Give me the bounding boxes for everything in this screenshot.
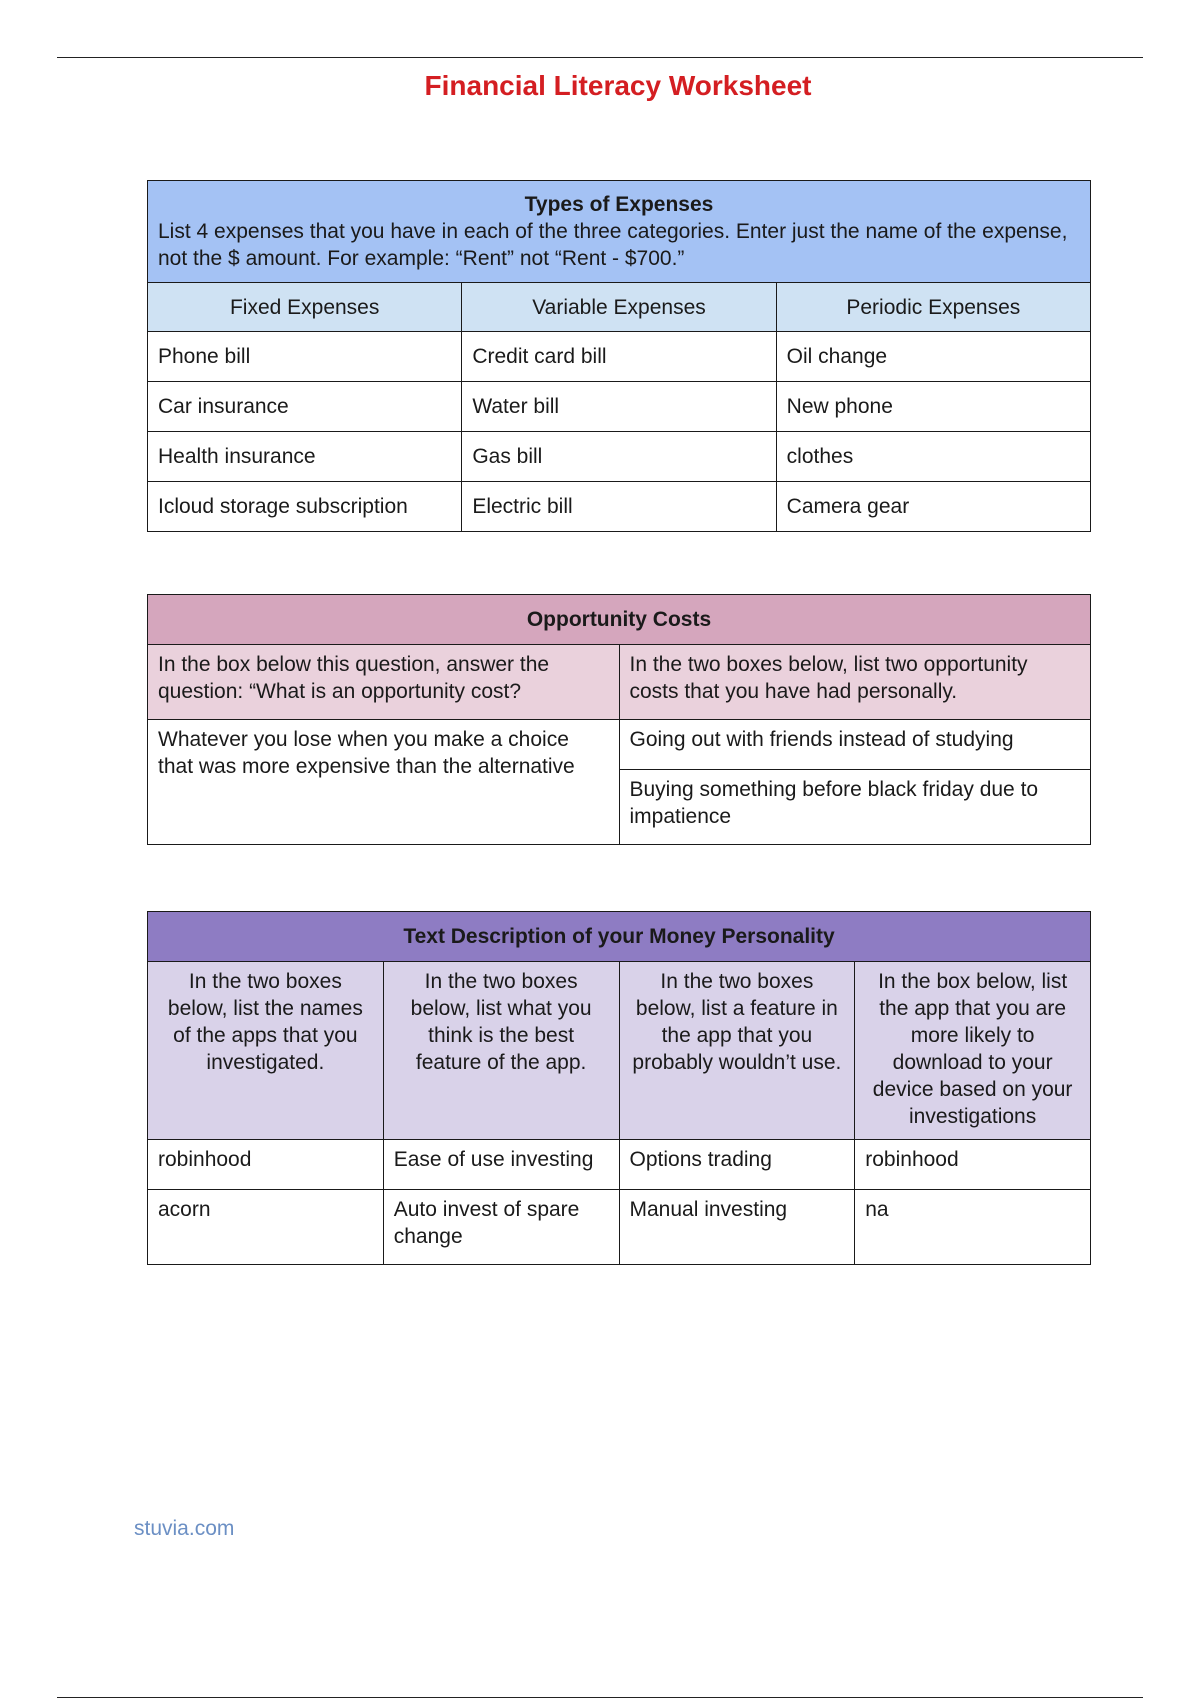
expense-cell: clothes	[776, 432, 1090, 482]
personality-cell: robinhood	[855, 1140, 1091, 1190]
expense-cell: Health insurance	[148, 432, 462, 482]
column-header-fixed: Fixed Expenses	[148, 283, 462, 332]
personality-cell: robinhood	[148, 1140, 384, 1190]
expense-cell: Camera gear	[776, 482, 1090, 532]
table-row	[148, 482, 1091, 532]
opportunity-heading: Opportunity Costs	[148, 595, 1091, 645]
opportunity-question-left: In the box below this question, answer the question: “What is an opportunity cost?	[148, 645, 620, 720]
watermark: stuvia.com	[134, 1517, 235, 1540]
expense-cell: Phone bill	[148, 332, 462, 382]
opportunity-answer-right: Buying something before black friday due to impatience	[619, 770, 1091, 845]
personality-prompt: In the box below, list the app that you are more likely to download to your device based on your investigations	[855, 962, 1091, 1140]
personality-heading: Text Description of your Money Personality	[148, 912, 1091, 962]
expense-cell: Car insurance	[148, 382, 462, 432]
table-row	[148, 432, 1091, 482]
expense-cell: Water bill	[462, 382, 776, 432]
opportunity-costs-table	[147, 594, 1091, 845]
money-personality-table	[147, 911, 1091, 1265]
expense-cell: Gas bill	[462, 432, 776, 482]
personality-cell: Auto invest of spare change	[383, 1190, 619, 1265]
page-title: Financial Literacy Worksheet	[424, 70, 812, 101]
expenses-heading: Types of Expenses	[524, 193, 714, 216]
expenses-table	[147, 180, 1091, 532]
personality-prompt: In the two boxes below, list a feature in the app that you probably wouldn’t use.	[619, 962, 855, 1140]
column-header-variable: Variable Expenses	[462, 283, 776, 332]
top-rule	[57, 57, 1143, 58]
table-row	[148, 332, 1091, 382]
table-row	[148, 382, 1091, 432]
expense-cell: Oil change	[776, 332, 1090, 382]
personality-cell: Options trading	[619, 1140, 855, 1190]
personality-cell: Manual investing	[619, 1190, 855, 1265]
personality-cell: acorn	[148, 1190, 384, 1265]
personality-cell: na	[855, 1190, 1091, 1265]
opportunity-question-right: In the two boxes below, list two opportunity costs that you have had personally.	[619, 645, 1091, 720]
opportunity-answer-left: Whatever you lose when you make a choice that was more expensive than the alternative	[148, 720, 620, 845]
personality-prompt: In the two boxes below, list the names of the apps that you investigated.	[148, 962, 384, 1140]
expense-cell: New phone	[776, 382, 1090, 432]
expense-cell: Credit card bill	[462, 332, 776, 382]
personality-cell: Ease of use investing	[383, 1140, 619, 1190]
expenses-instructions: List 4 expenses that you have in each of the three categories. Enter just the name of the expense, not the $ amount. For example: “Rent” not “Rent - $700.”	[158, 220, 1068, 270]
expenses-header	[148, 181, 1091, 283]
personality-prompt: In the two boxes below, list what you think is the best feature of the app.	[383, 962, 619, 1140]
table-row	[148, 1140, 1091, 1190]
table-row	[148, 1190, 1091, 1265]
expense-cell: Electric bill	[462, 482, 776, 532]
opportunity-answer-right: Going out with friends instead of studying	[619, 720, 1091, 770]
column-header-periodic: Periodic Expenses	[776, 283, 1090, 332]
expense-cell: Icloud storage subscription	[148, 482, 462, 532]
bottom-rule	[57, 1697, 1143, 1698]
